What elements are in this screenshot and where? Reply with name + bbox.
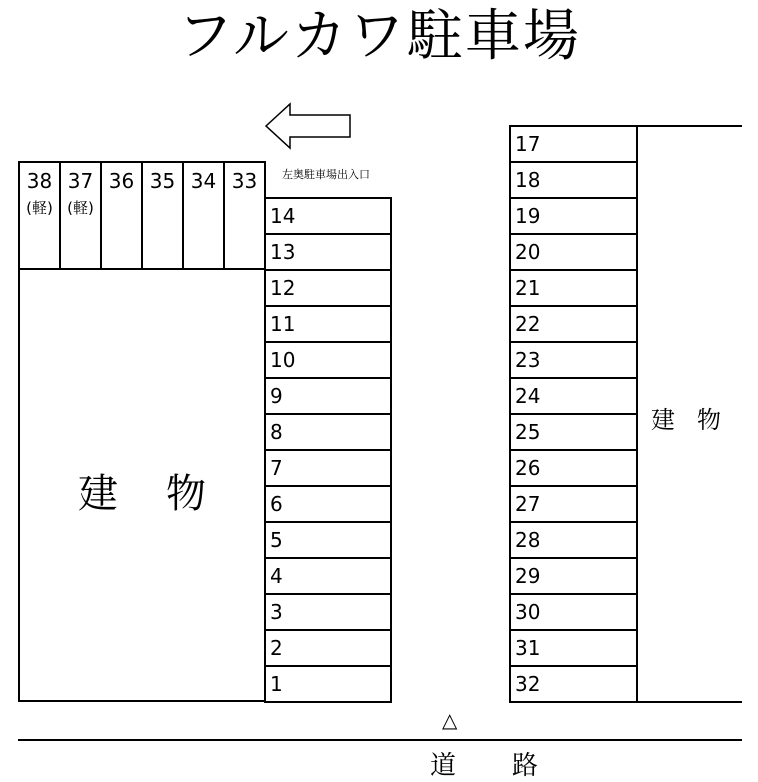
slot-number: 17 (515, 132, 541, 156)
parking-slot-right (509, 305, 638, 343)
slot-number: 2 (270, 636, 283, 660)
page-title: フルカワ駐車場 (177, 4, 581, 69)
parking-slot-right (509, 161, 638, 199)
slot-number: 14 (270, 204, 296, 228)
parking-slot-top (100, 161, 143, 270)
slot-number: 22 (515, 312, 541, 336)
slot-note: (軽) (26, 199, 53, 217)
parking-slot-middle (264, 341, 392, 379)
parking-slot-right (509, 269, 638, 307)
slot-number: 35 (149, 169, 176, 193)
parking-slot-right (509, 341, 638, 379)
parking-slot-right (509, 413, 638, 451)
parking-slot-top (59, 161, 102, 270)
parking-slot-right (509, 521, 638, 559)
parking-slot-middle (264, 413, 392, 451)
slot-number: 30 (515, 600, 541, 624)
slot-number: 9 (270, 384, 283, 408)
road-line (18, 739, 742, 741)
slot-number: 3 (270, 600, 283, 624)
parking-slot-right (509, 233, 638, 271)
parking-slot-right (509, 449, 638, 487)
left-arrow-icon (264, 102, 354, 150)
parking-slot-right (509, 125, 638, 163)
parking-slot-right (509, 665, 638, 703)
slot-number: 29 (515, 564, 541, 588)
slot-number: 27 (515, 492, 541, 516)
slot-number: 38 (26, 169, 53, 193)
road-marker: △ (442, 708, 458, 732)
slot-number: 31 (515, 636, 541, 660)
slot-number: 5 (270, 528, 283, 552)
parking-slot-middle (264, 197, 392, 235)
road-label: 道路 (430, 751, 595, 781)
slot-number: 24 (515, 384, 541, 408)
parking-slot-right (509, 377, 638, 415)
entrance-label: 左奥駐車場出入口 (282, 168, 370, 181)
slot-number: 36 (108, 169, 135, 193)
slot-number: 13 (270, 240, 296, 264)
parking-slot-middle (264, 305, 392, 343)
parking-slot-top (141, 161, 184, 270)
parking-slot-right (509, 593, 638, 631)
parking-slot-middle (264, 269, 392, 307)
parking-slot-middle (264, 449, 392, 487)
slot-note: (軽) (67, 199, 94, 217)
slot-number: 19 (515, 204, 541, 228)
parking-slot-middle (264, 557, 392, 595)
slot-number: 33 (231, 169, 258, 193)
slot-number: 37 (67, 169, 94, 193)
parking-slot-middle (264, 377, 392, 415)
parking-slot-middle (264, 593, 392, 631)
parking-slot-top (223, 161, 266, 270)
parking-slot-top (182, 161, 225, 270)
parking-slot-top (18, 161, 61, 270)
parking-slot-middle (264, 485, 392, 523)
slot-number: 23 (515, 348, 541, 372)
slot-number: 28 (515, 528, 541, 552)
left-building-label: 建物 (78, 471, 254, 517)
slot-number: 4 (270, 564, 283, 588)
parking-slot-right (509, 197, 638, 235)
slot-number: 20 (515, 240, 541, 264)
right-building-label: 建物 (651, 406, 743, 434)
parking-slot-middle (264, 233, 392, 271)
slot-number: 34 (190, 169, 217, 193)
parking-slot-middle (264, 665, 392, 703)
slot-number: 12 (270, 276, 296, 300)
parking-slot-right (509, 485, 638, 523)
slot-number: 26 (515, 456, 541, 480)
parking-slot-middle (264, 521, 392, 559)
slot-number: 25 (515, 420, 541, 444)
slot-number: 7 (270, 456, 283, 480)
slot-number: 10 (270, 348, 296, 372)
slot-number: 32 (515, 672, 541, 696)
slot-number: 21 (515, 276, 541, 300)
slot-number: 18 (515, 168, 541, 192)
parking-slot-right (509, 629, 638, 667)
parking-slot-right (509, 557, 638, 595)
slot-number: 11 (270, 312, 296, 336)
slot-number: 8 (270, 420, 283, 444)
slot-number: 6 (270, 492, 283, 516)
slot-number: 1 (270, 672, 283, 696)
parking-slot-middle (264, 629, 392, 667)
